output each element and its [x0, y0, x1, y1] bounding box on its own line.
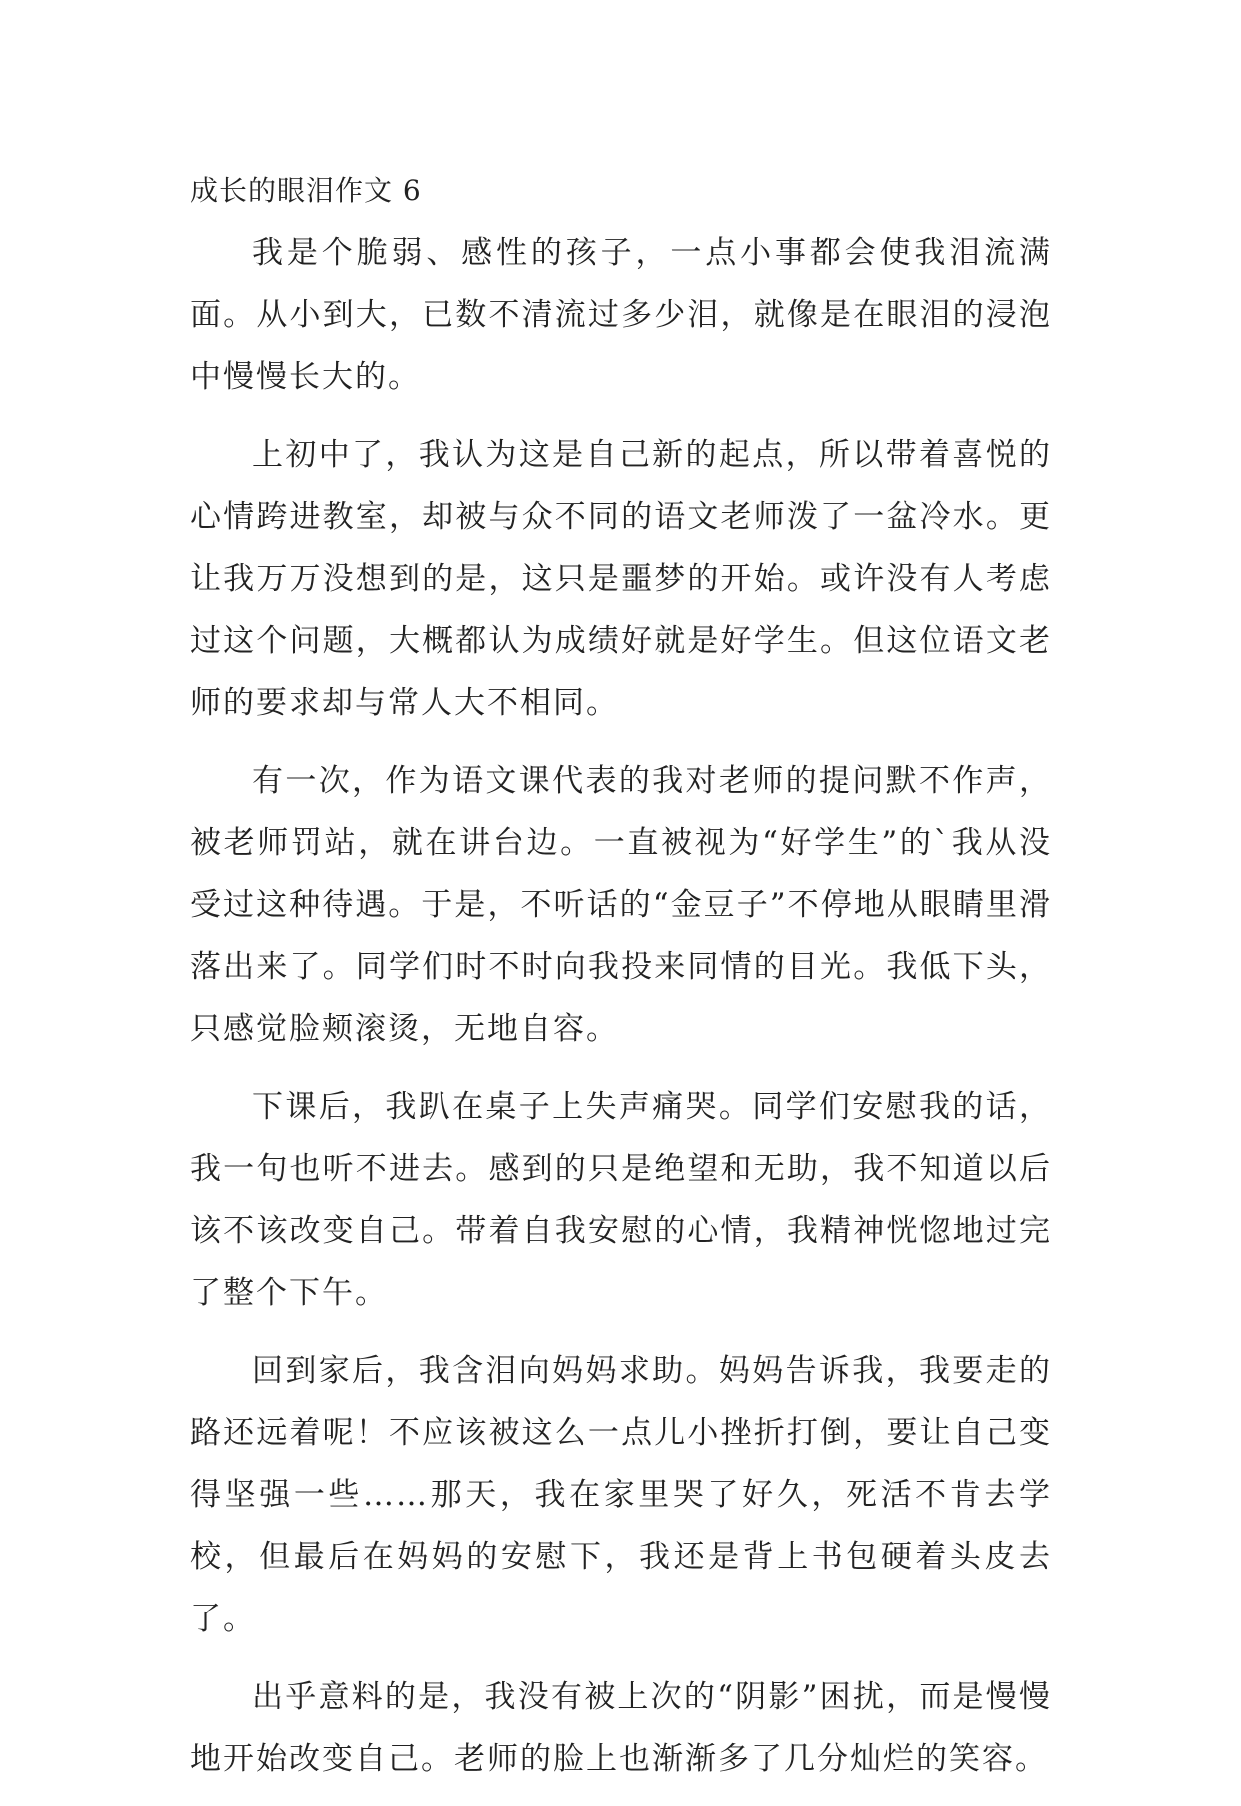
document-body — [190, 160, 1052, 1806]
paragraph-4: 下课后，我趴在桌子上失声痛哭。同学们安慰我的话，我一句也听不进去。感到的只是绝望和无助，我不知道以后该不该改变自己。带着自我安慰的心情，我精神恍惚地过完了整个下午。 — [190, 1089, 1052, 1311]
paragraph-3: 有一次，作为语文课代表的我对老师的提问默不作声，被老师罚站，就在讲台边。一直被视为“好学生”的`我从没受过这种待遇。于是，不听话的“金豆子”不停地从眼睛里滑落出来了。同学们时不时向我投来同情的目光。我低下头，只感觉脸颊滚烫，无地自容。 — [190, 763, 1052, 1047]
paragraph-2: 上初中了，我认为这是自己新的起点，所以带着喜悦的心情跨进教室，却被与众不同的语文老师泼了一盆冷水。更让我万万没想到的是，这只是噩梦的开始。或许没有人考虑过这个问题，大概都认为成绩好就是好学生。但这位语文老师的要求却与常人大不相同。 — [190, 437, 1052, 721]
paragraph-6: 出乎意料的是，我没有被上次的“阴影”困扰，而是慢慢地开始改变自己。老师的脸上也渐渐多了几分灿烂的笑容。 — [190, 1679, 1052, 1777]
paragraph-5: 回到家后，我含泪向妈妈求助。妈妈告诉我，我要走的路还远着呢！不应该被这么一点儿小挫折打倒，要让自己变得坚强一些……那天，我在家里哭了好久，死活不肯去学校，但最后在妈妈的安慰下，我还是背上书包硬着头皮去了。 — [190, 1353, 1052, 1637]
document-title: 成长的眼泪作文 6 — [190, 174, 422, 207]
paragraph-1: 我是个脆弱、感性的孩子，一点小事都会使我泪流满面。从小到大，已数不清流过多少泪，就像是在眼泪的浸泡中慢慢长大的。 — [190, 235, 1052, 395]
